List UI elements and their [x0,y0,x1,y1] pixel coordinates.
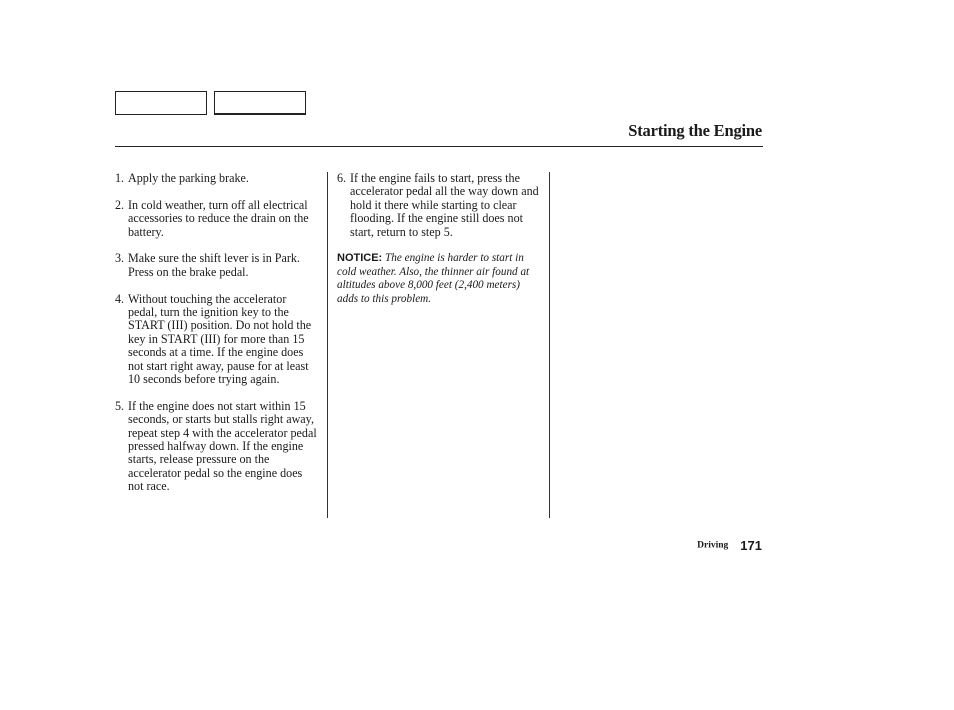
step-number: 6. [337,171,347,185]
step-number: 5. [115,398,125,413]
notice-label: NOTICE: [337,252,383,265]
step-item [115,293,318,387]
step-item [115,172,318,185]
page-number: 171 [740,537,762,553]
step-item [115,199,318,239]
step-text: If the engine fails to start, press the accelerator pedal all the way down and hold it there while starting to clear flooding. If the engine still does not start, return to step 5. [350,171,539,239]
step-item [115,252,318,279]
step-item [115,400,318,494]
step-list [115,172,318,494]
step-number: 1. [115,171,125,185]
nav-tab-previous[interactable] [115,91,207,115]
step-list [337,172,540,239]
step-text: If the engine does not start within 15 seconds, or starts but stalls right away, repeat step 4 with the accelerator pedal pressed halfway down. If the engine starts, release pressure on the accelerator pedal so the engine does not race. [128,398,317,494]
column-divider [327,172,328,518]
step-number: 3. [115,251,125,266]
step-number: 2. [115,197,125,212]
step-number: 4. [115,291,125,306]
column-left [115,172,318,507]
column-middle [337,172,540,306]
column-divider [549,172,550,518]
notice-block [337,252,540,306]
header-rule [115,146,763,147]
step-text: Make sure the shift lever is in Park. Press on the brake pedal. [128,251,300,279]
notice-text: The engine is harder to start in cold weather. Also, the thinner air found at altitudes above 8,000 feet (2,400 meters) adds to this problem. [337,252,530,305]
section-label: Driving [697,540,729,551]
page-title: Starting the Engine [628,121,762,140]
nav-tab-next[interactable] [214,91,306,115]
step-item [337,172,540,239]
page-footer [697,536,762,554]
step-text: Apply the parking brake. [128,171,249,185]
step-text: In cold weather, turn off all electrical accessories to reduce the drain on the battery. [128,197,309,239]
step-text: Without touching the accelerator pedal, turn the ignition key to the START (III) position. Do not hold the key in START (III) for more than 15 seconds at a time. If the engine does not start right away, pause for at least 10 seconds before trying again. [128,291,312,387]
